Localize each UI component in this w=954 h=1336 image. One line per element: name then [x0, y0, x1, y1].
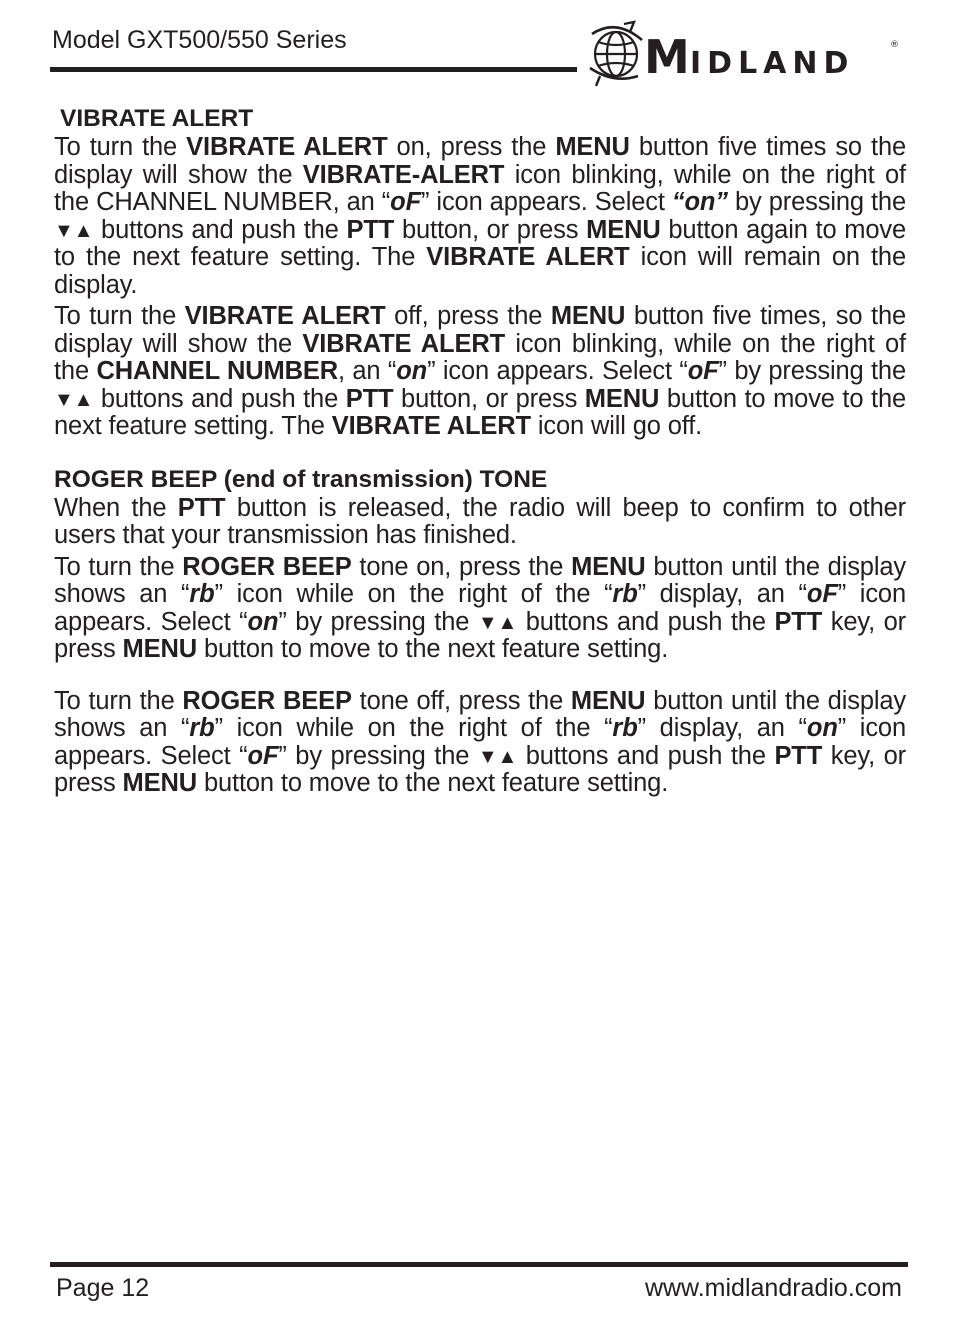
header-rule: [50, 67, 577, 72]
content: [54, 104, 906, 798]
vibrate-off-paragraph: To turn the VIBRATE ALERT off, press the MENU button five times, so the display will show the VIBRATE ALERT icon blinking, while on the right of the CHANNEL NUMBER, an “on” icon appears. Select “oF” by pressing the ▼▲ buttons and push the PTT button, or press MENU button to move to the next feature setting. The VIBRATE ALERT icon will go off.: [54, 302, 907, 440]
down-up-arrows-icon: ▼▲: [477, 611, 518, 634]
roger-beep-heading: ROGER BEEP (end of transmission) TONE: [54, 465, 548, 493]
registered-mark: ®: [890, 40, 899, 50]
roger-intro-paragraph: When the PTT button is released, the radio will beep to confirm to other users that your transmission has finished.: [54, 493, 906, 549]
header-title: Model GXT500/550 Series: [52, 26, 347, 54]
footer-rule: [50, 1262, 908, 1267]
down-up-arrows-icon: ▼▲: [54, 219, 94, 242]
vibrate-alert-heading: VIBRATE ALERT: [60, 105, 254, 132]
brand-wordmark: IDLAND: [690, 46, 855, 81]
roger-off-paragraph: To turn the ROGER BEEP tone off, press the MENU button until the display shows an “rb” icon while on the right of the “rb” display, an “on” icon appears. Select “oF” by pressing the ▼▲ buttons and push the PTT key, or press MENU button to move to the next feature setting.: [54, 686, 907, 797]
down-up-arrows-icon: ▼▲: [477, 745, 518, 768]
roger-on-paragraph: To turn the ROGER BEEP tone on, press the MENU button until the display shows an “rb” icon while on the right of the “rb” display, an “oF” icon appears. Select “on” by pressing the ▼▲ buttons and push the PTT key, or press MENU button to move to the next feature setting.: [54, 552, 906, 663]
vibrate-on-paragraph: To turn the VIBRATE ALERT on, press the MENU button five times so the display will show the VIBRATE-ALERT icon blinking, while on the right of the CHANNEL NUMBER, an “oF” icon appears. Select “on” by pressing the ▼▲ buttons and push the PTT button, or press MENU button again to move to the next feature setting. The VIBRATE ALERT icon will remain on the display.: [54, 133, 907, 299]
page-number: Page 12: [56, 1274, 150, 1302]
globe-icon: [590, 22, 642, 86]
midland-logo: [586, 20, 906, 90]
down-up-arrows-icon: ▼▲: [54, 388, 94, 411]
brand-m: M: [644, 30, 690, 84]
website-url: www.midlandradio.com: [644, 1274, 902, 1302]
